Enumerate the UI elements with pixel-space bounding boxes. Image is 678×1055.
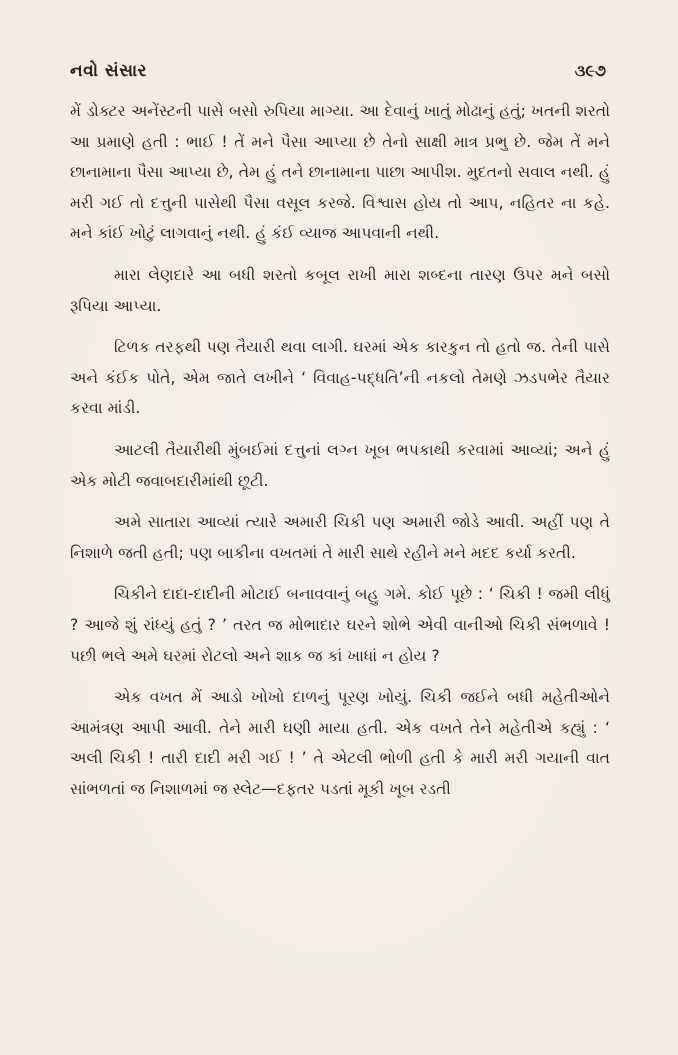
- paragraph-5: અમે સાતારા આવ્યાં ત્યારે અમારી ચિકી પણ અમારી જોડે આવી. અહીં પણ તે નિશાળે જતી હતી; પણ બાકીના વખતમાં તે મારી સાથે રહીને મને મદદ કર્યા કરતી.: [70, 513, 610, 562]
- page-header: [70, 56, 606, 86]
- paragraph-7: એક વખત મેં આડો ખોખો દાળનું પૂરણ ખોયું. ચિકી જઈને બધી મહેતીઓને આમંત્રણ આપી આવી. તેને મારી ઘણી માયા હતી. એક વખતે તેને મહેતીએ કહ્યું : ‘ અલી ચિકી ! તારી દાદી મરી ગઈ ! ’ તે એટલી ભોળી હતી કે મારી મરી ગયાની વાત સાંભળતાં જ નિશાળમાં જ સ્લેટ—દફતર પડતાં મૂકી ખૂબ રડતી: [70, 688, 610, 798]
- body-text: [70, 96, 610, 815]
- paragraph-3: ટિળક તરફથી પણ તૈયારી થવા લાગી. ઘરમાં એક કારકુન તો હતો જ. તેની પાસે અને કંઈક પોતે, એમ જાતે લખીને ‘ વિવાહ-પદ્ધતિ’ની નકલો તેમણે ઝડપભેર તૈયાર કરવા માંડી.: [70, 338, 610, 418]
- paragraph-2: મારા લેણદારે આ બધી શરતો કબૂલ રાખી મારા શબ્દના તારણ ઉપર મને બસો રૂપિયા આપ્યા.: [70, 265, 610, 315]
- page-number: ૩૯૭: [574, 61, 606, 80]
- paragraph-4: આટલી તૈયારીથી મુંબઈમાં દત્તુનાં લગ્ન ખૂબ ભપકાથી કરવામાં આવ્યાં; અને હું એક મોટી જવાબદારીમાંથી છૂટી.: [70, 440, 610, 490]
- paragraph-6: ચિકીને દાદા-દાદીની મોટાઈ બનાવવાનું બહુ ગમે. કોઈ પૂછે : ‘ ચિકી ! જમી લીધું ? આજે શું રાંધ્યું હતું ? ’ તરત જ મોભાદાર ઘરને શોભે એવી વાનીઓ ચિકી સંભળાવે ! પછી ભલે અમે ઘરમાં રોટલો અને શાક જ કાં ખાધાં ન હોય ?: [70, 585, 610, 665]
- running-title: નવો સંસાર: [70, 61, 147, 81]
- paragraph-1: મેં ડોક્ટર અનેંસ્ટની પાસે બસો રુપિયા માગ્યા. આ દેવાનું ખાતું મોઢાનું હતું; ખતની શરતો આ પ્રમાણે હતી : ભાઈ ! તેં મને પૈસા આપ્યા છે તેનો સાક્ષી માત્ર પ્રભુ છે. જેમ તેં મને છાનામાના પૈસા આપ્યા છે, તેમ હું તને છાનામાના પાછા આપીશ. મુદતનો સવાલ નથી. હું મરી ગઈ તો દત્તુની પાસેથી પૈસા વસૂલ કરજે. વિશ્વાસ હોય તો આપ, નહિતર ના કહે. મને કાંઈ ખોટું લાગવાનું નથી. હું કંઈ વ્યાજ આપવાની નથી.: [70, 102, 610, 243]
